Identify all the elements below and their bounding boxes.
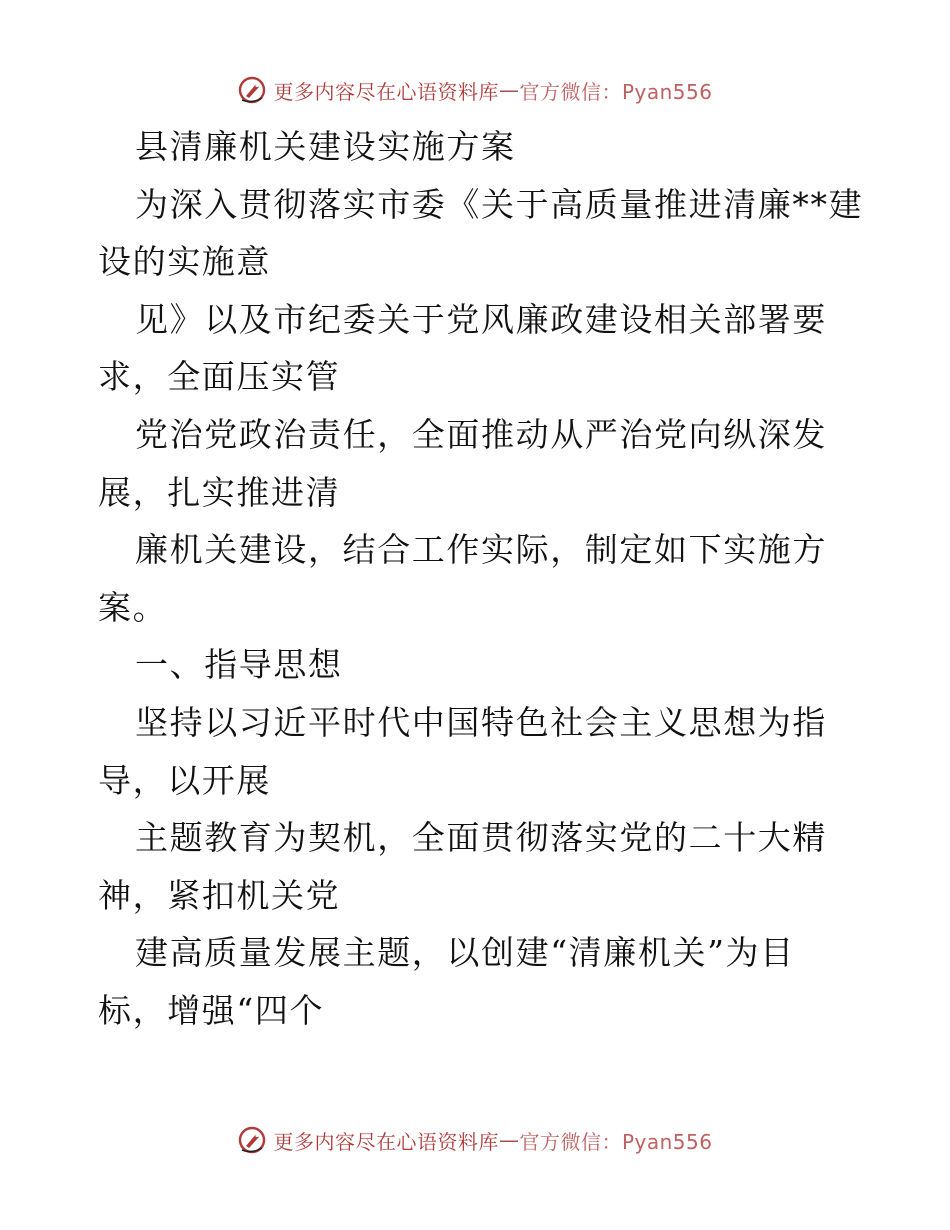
watermark-separator: — [498,78,520,102]
header-watermark [0,70,950,110]
paragraph-line: 建高质量发展主题，以创建“清廉机关”为目 [135,933,795,973]
paragraph-line: 神，紧扣机关党 [98,875,341,915]
paragraph-line: 求，全面压实管 [98,357,341,397]
paragraph-line: 案。 [98,587,168,627]
paragraph-line: 导，以开展 [98,760,271,800]
watermark-separator: — [498,1128,520,1152]
paragraph-line: 党治党政治责任，全面推动从严治党向纵深发 [135,414,827,454]
document-title: 县清廉机关建设实施方案 [135,127,516,166]
paragraph-line: 展，扎实推进清 [98,472,341,512]
section-heading: 一、指导思想 [135,645,343,685]
footer-watermark [0,1120,950,1160]
paragraph-line: 见》以及市纪委关于党风廉政建设相关部署要 [135,299,827,339]
paragraph-line: 为深入贯彻落实市委《关于高质量推进清廉**建 [135,184,864,224]
paragraph-line: 主题教育为契机，全面贯彻落实党的二十大精 [135,818,827,858]
paragraph-line: 坚持以习近平时代中国特色社会主义思想为指 [135,702,827,742]
paragraph-line: 设的实施意 [98,242,271,282]
watermark-sub-text: 官方微信：Pyan556 [519,1129,713,1154]
pen-nib-logo-icon [237,1125,267,1155]
paragraph-line: 标，增强“四个 [98,990,325,1030]
pen-nib-logo-icon [237,75,267,105]
document-body [98,118,878,1040]
watermark-main-text: 更多内容尽在心语资料库 [273,79,499,104]
watermark-sub-text: 官方微信：Pyan556 [519,79,713,104]
watermark-main-text: 更多内容尽在心语资料库 [273,1129,499,1154]
paragraph-line: 廉机关建设，结合工作实际，制定如下实施方 [135,530,827,570]
